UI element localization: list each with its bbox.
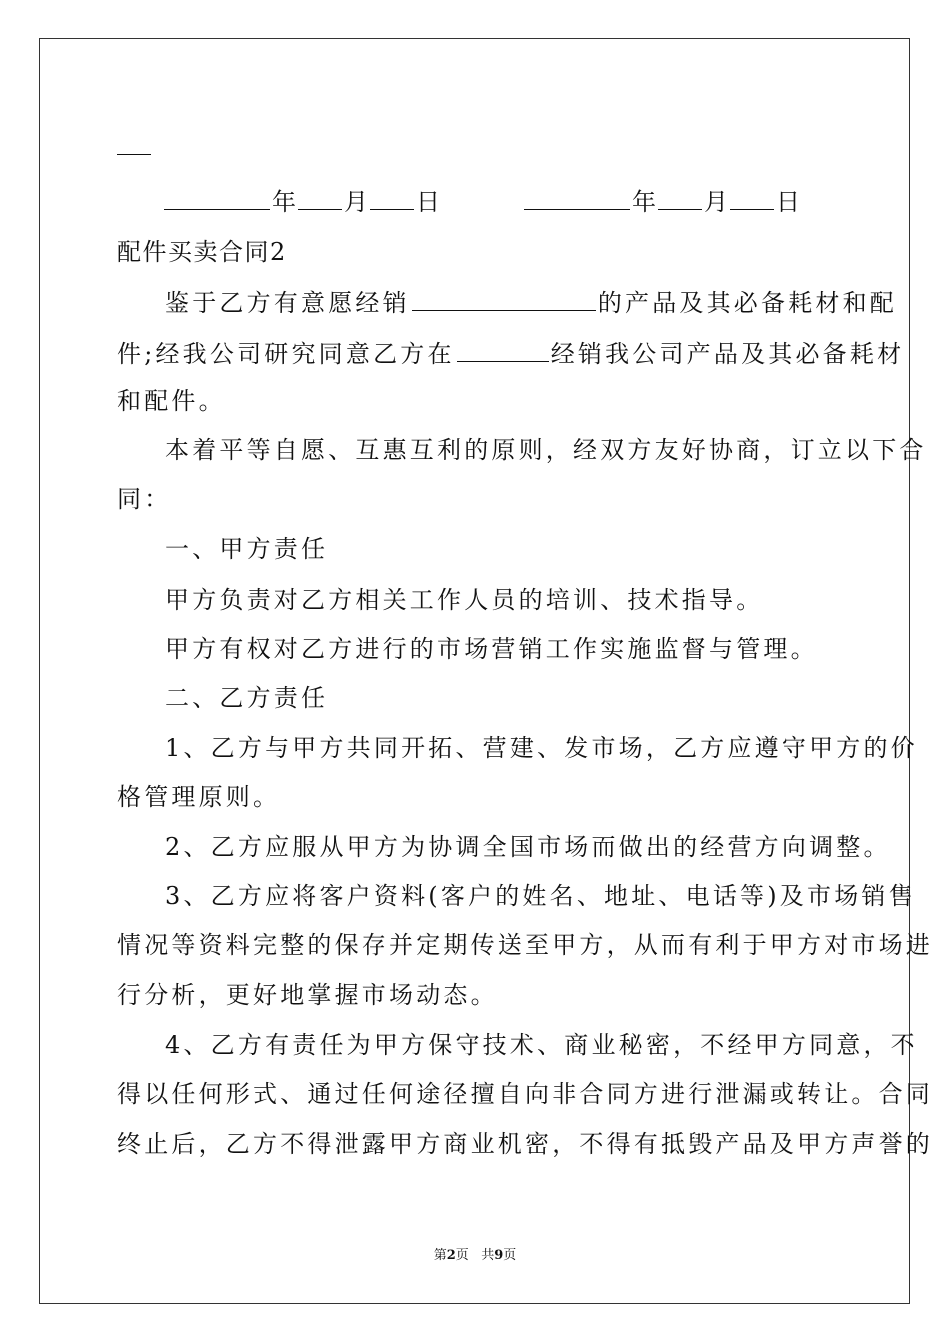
paragraph-line: 情况等资料完整的保存并定期传送至甲方，从而有利于甲方对市场进: [117, 931, 933, 959]
section-heading: 二、乙方责任: [165, 684, 329, 712]
date-row-left: [162, 189, 440, 214]
paragraph-line: 得以任何形式、通过任何途径擅自向非合同方进行泄漏或转让。合同: [117, 1080, 933, 1108]
year-blank: [524, 189, 630, 210]
paragraph-line: 行分析，更好地掌握市场动态。: [117, 981, 498, 1009]
month-label: 月: [344, 188, 368, 216]
paragraph-line: [165, 290, 897, 315]
footer-page-suffix: 页: [455, 1248, 469, 1263]
paragraph-line: 终止后，乙方不得泄露甲方商业机密，不得有抵毁产品及甲方声誉的: [117, 1130, 933, 1158]
paragraph-line: 1、乙方与甲方共同开拓、营建、发市场，乙方应遵守甲方的价: [165, 734, 918, 762]
text-segment: 鉴于乙方有意愿经销: [165, 289, 410, 317]
paragraph-line: 甲方有权对乙方进行的市场营销工作实施监督与管理。: [165, 635, 818, 663]
date-row-right: [522, 189, 800, 214]
paragraph-line: [117, 341, 904, 366]
footer-total-suffix: 页: [503, 1248, 517, 1263]
footer-prefix: 第: [433, 1248, 447, 1263]
day-blank: [370, 189, 414, 210]
page-footer: [0, 1248, 950, 1264]
product-blank: [412, 290, 596, 311]
text-segment: 经销我公司产品及其必备耗材: [550, 340, 905, 368]
section-heading: 一、甲方责任: [165, 535, 329, 563]
day-label: 日: [416, 188, 440, 216]
year-blank: [164, 189, 270, 210]
paragraph-line: 本着平等自愿、互惠互利的原则，经双方友好协商，订立以下合: [165, 436, 927, 464]
month-label: 月: [704, 188, 728, 216]
day-blank: [730, 189, 774, 210]
paragraph-line: 格管理原则。: [117, 783, 281, 811]
paragraph-line: 4、乙方有责任为甲方保守技术、商业秘密，不经甲方同意，不: [165, 1031, 918, 1059]
year-label: 年: [632, 188, 656, 216]
paragraph-line: 甲方负责对乙方相关工作人员的培训、技术指导。: [165, 586, 764, 614]
footer-total-pages: 9: [494, 1248, 504, 1263]
month-blank: [298, 189, 342, 210]
text-segment: 的产品及其必备耗材和配: [597, 289, 898, 317]
day-label: 日: [776, 188, 800, 216]
top-rule: [117, 154, 151, 155]
year-label: 年: [272, 188, 296, 216]
paragraph-line: 同：: [117, 485, 172, 513]
paragraph-line: 和配件。: [117, 387, 226, 415]
region-blank: [457, 341, 549, 362]
month-blank: [658, 189, 702, 210]
footer-total-prefix: 共: [481, 1248, 495, 1263]
document-title: 配件买卖合同2: [117, 238, 287, 266]
paragraph-line: 2、乙方应服从甲方为协调全国市场而做出的经营方向调整。: [165, 833, 891, 861]
paragraph-line: 3、乙方应将客户资料(客户的姓名、地址、电话等)及市场销售: [165, 882, 916, 910]
page-frame: [39, 38, 910, 1304]
footer-page-number: 2: [446, 1248, 456, 1263]
text-segment: 件;经我公司研究同意乙方在: [117, 340, 455, 368]
